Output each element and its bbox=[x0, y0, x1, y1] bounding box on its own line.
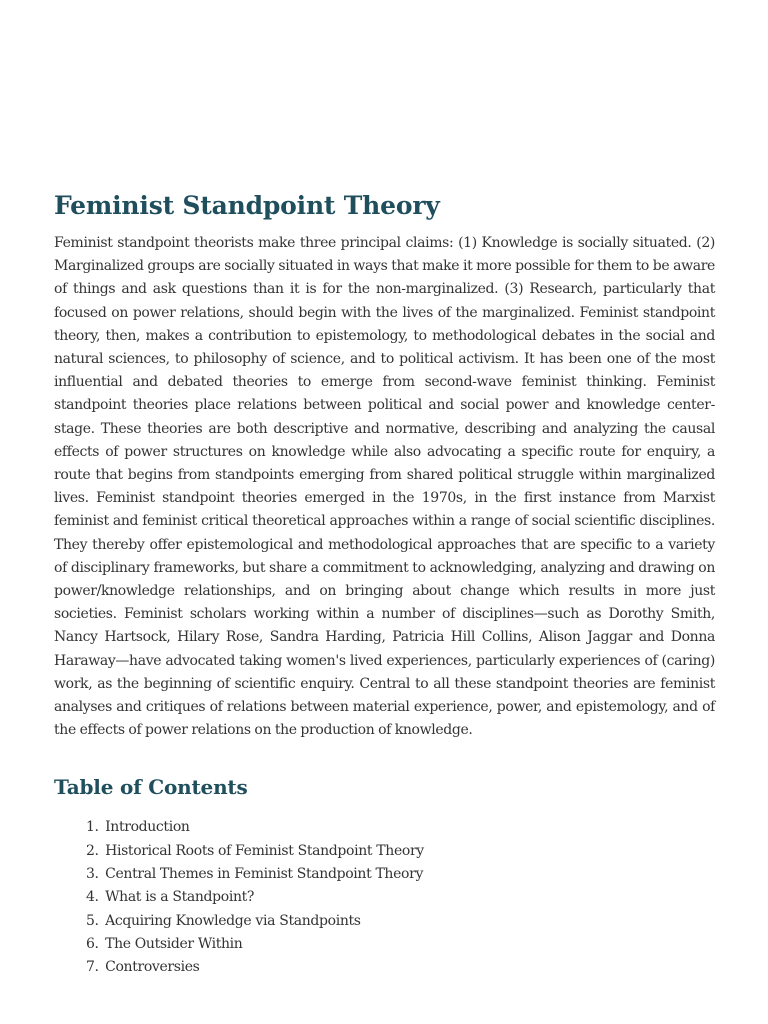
toc-link-historical-roots[interactable]: Historical Roots of Feminist Standpoint Theory bbox=[105, 842, 424, 859]
toc-link-controversies[interactable]: Controversies bbox=[105, 959, 200, 976]
toc-item-number: 5. bbox=[86, 912, 99, 929]
toc-item bbox=[86, 910, 715, 933]
toc-item bbox=[86, 840, 715, 863]
toc-item bbox=[86, 863, 715, 886]
toc-item-number: 1. bbox=[86, 819, 99, 836]
toc-link-what-is-a-standpoint[interactable]: What is a Standpoint? bbox=[105, 889, 255, 906]
toc-link-acquiring-knowledge[interactable]: Acquiring Knowledge via Standpoints bbox=[105, 912, 361, 929]
article-page bbox=[54, 188, 715, 980]
toc-item bbox=[86, 933, 715, 956]
toc-link-introduction[interactable]: Introduction bbox=[105, 819, 190, 836]
toc-link-outsider-within[interactable]: The Outsider Within bbox=[105, 935, 243, 952]
toc-item-number: 4. bbox=[86, 889, 99, 906]
toc-item bbox=[86, 816, 715, 839]
toc-item bbox=[86, 956, 715, 979]
toc-item-number: 3. bbox=[86, 866, 99, 883]
article-title: Feminist Standpoint Theory bbox=[54, 191, 440, 220]
toc-item-number: 6. bbox=[86, 935, 99, 952]
toc-item-number: 2. bbox=[86, 842, 99, 859]
toc-heading: Table of Contents bbox=[54, 775, 248, 800]
toc-list bbox=[54, 816, 715, 979]
toc-link-central-themes[interactable]: Central Themes in Feminist Standpoint Theory bbox=[105, 866, 424, 883]
toc-item-number: 7. bbox=[86, 959, 99, 976]
toc-item bbox=[86, 886, 715, 909]
article-intro-paragraph: Feminist standpoint theorists make three principal claims: (1) Knowledge is socially situated. (2) Marginalized groups are socially situated in ways that make it more possible for them to be aware of things and ask questions than it is for the non-marginalized. (3) Research, particularly that focused on power relations, should begin with the lives of the marginalized. Feminist standpoint theory, then, makes a contribution to epistemology, to methodological debates in the social and natural sciences, to philosophy of science, and to political activism. It has been one of the most influential and debated theories to emerge from second-wave feminist thinking. Feminist standpoint theories place relations between political and social power and knowledge center-stage. These theories are both descriptive and normative, describing and analyzing the causal effects of power structures on knowledge while also advocating a specific route for enquiry, a route that begins from standpoints emerging from shared political struggle within marginalized lives. Feminist standpoint theories emerged in the 1970s, in the first instance from Marxist feminist and feminist critical theoretical approaches within a range of social scientific disciplines. They thereby offer epistemological and methodological approaches that are specific to a variety of disciplinary frameworks, but share a commitment to acknowledging, analyzing and drawing on power/knowledge relationships, and on bringing about change which results in more just societies. Feminist scholars working within a number of disciplines—such as Dorothy Smith, Nancy Hartsock, Hilary Rose, Sandra Harding, Patricia Hill Collins, Alison Jaggar and Donna Haraway—have advocated taking women's lived experiences, particularly experiences of (caring) work, as the beginning of scientific enquiry. Central to all these standpoint theories are feminist analyses and critiques of relations between material experience, power, and epistemology, and of the effects of power relations on the production of knowledge. bbox=[54, 235, 715, 739]
